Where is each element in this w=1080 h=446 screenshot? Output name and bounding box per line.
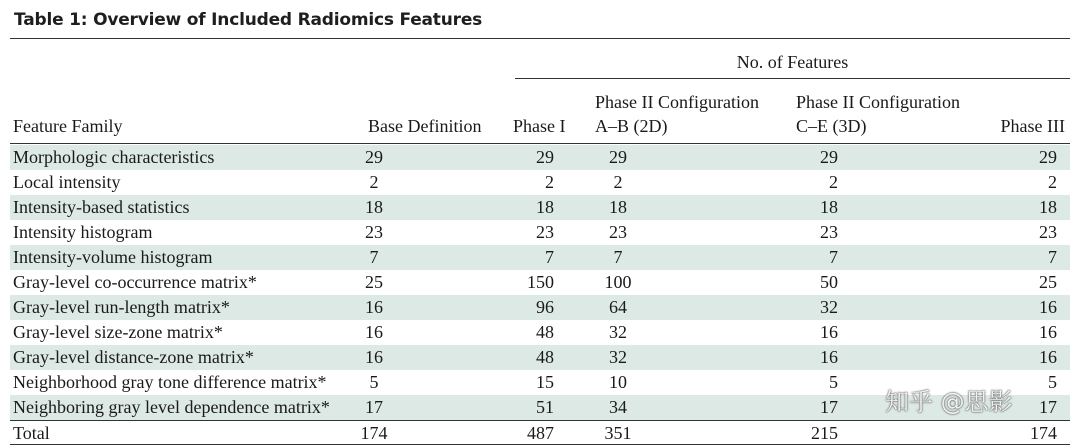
cell-phase1: 96 <box>536 297 554 317</box>
cell-phase2ab: 351 <box>604 423 632 443</box>
cell-phase2ce: 29 <box>820 147 838 167</box>
table-row <box>10 270 1070 295</box>
cell-family: Local intensity <box>13 172 121 192</box>
header-base-definition: Base Definition <box>368 116 482 136</box>
cell-phase2ce: 50 <box>820 272 838 292</box>
cell-phase2ab: 34 <box>609 397 627 417</box>
cell-phase2ab: 7 <box>613 247 623 267</box>
cell-phase1: 23 <box>536 222 554 242</box>
cell-base: 5 <box>369 372 379 392</box>
cell-base: 17 <box>365 397 383 417</box>
table-row <box>10 320 1070 345</box>
cell-phase1: 48 <box>536 347 554 367</box>
group-rule <box>515 78 1070 79</box>
cell-phase2ce: 5 <box>829 372 838 392</box>
cell-base: 25 <box>365 272 383 292</box>
cell-base: 23 <box>365 222 383 242</box>
header-phase-2-ce <box>796 90 960 138</box>
cell-base: 7 <box>369 247 379 267</box>
watermark: 知乎 @思影 <box>885 388 1013 416</box>
table-row <box>10 170 1070 195</box>
cell-phase3: 18 <box>1039 197 1057 217</box>
top-rule <box>10 38 1070 39</box>
cell-phase1: 15 <box>536 372 554 392</box>
total-row <box>10 421 1070 446</box>
table-row <box>10 145 1070 170</box>
cell-phase1: 487 <box>527 423 554 443</box>
cell-phase2ce: 7 <box>829 247 838 267</box>
group-header: No. of Features <box>736 52 849 72</box>
cell-phase1: 150 <box>527 272 554 292</box>
table-caption: Table 1: Overview of Included Radiomics Features <box>14 10 483 30</box>
cell-family: Gray-level run-length matrix* <box>13 297 230 317</box>
bottom-rule <box>10 444 1070 445</box>
cell-phase3: 16 <box>1039 322 1057 342</box>
cell-family: Intensity histogram <box>13 222 153 242</box>
cell-phase2ab: 32 <box>609 347 627 367</box>
cell-phase2ce: 17 <box>820 397 838 417</box>
header-phase-3: Phase III <box>1000 116 1065 136</box>
cell-phase2ce: 16 <box>820 322 838 342</box>
cell-phase1: 51 <box>536 397 554 417</box>
cell-phase2ce: 32 <box>820 297 838 317</box>
cell-phase3: 16 <box>1039 347 1057 367</box>
cell-phase2ab: 2 <box>613 172 623 192</box>
cell-phase3: 17 <box>1039 397 1057 417</box>
cell-phase2ce: 23 <box>820 222 838 242</box>
cell-phase1: 2 <box>545 172 554 192</box>
cell-phase1: 18 <box>536 197 554 217</box>
cell-phase3: 25 <box>1039 272 1057 292</box>
cell-base: 2 <box>369 172 379 192</box>
cell-phase2ab: 29 <box>609 147 627 167</box>
cell-phase2ab: 18 <box>609 197 627 217</box>
total-rule <box>10 420 1070 421</box>
header-feature-family: Feature Family <box>13 116 123 136</box>
cell-family: Intensity-based statistics <box>13 197 190 217</box>
table-row <box>10 295 1070 320</box>
cell-base: 18 <box>365 197 383 217</box>
cell-phase3: 29 <box>1039 147 1057 167</box>
cell-family: Gray-level distance-zone matrix* <box>13 347 254 367</box>
header-phase-2-ab <box>595 90 759 138</box>
cell-base: 16 <box>365 297 383 317</box>
cell-phase2ce: 2 <box>829 172 838 192</box>
cell-phase2ce: 215 <box>811 423 838 443</box>
table-row <box>10 245 1070 270</box>
cell-family: Gray-level co-occurrence matrix* <box>13 272 257 292</box>
cell-phase2ab: 32 <box>609 322 627 342</box>
cell-family: Gray-level size-zone matrix* <box>13 322 223 342</box>
cell-phase2ab: 100 <box>604 272 632 292</box>
cell-phase3: 2 <box>1048 172 1057 192</box>
header-phase-2-ce-line-1: Phase II Configuration <box>796 92 960 112</box>
header-phase-2-ce-line-2: C–E (3D) <box>796 116 867 136</box>
cell-phase1: 48 <box>536 322 554 342</box>
cell-base: 174 <box>360 423 388 443</box>
cell-phase2ce: 16 <box>820 347 838 367</box>
cell-phase3: 23 <box>1039 222 1057 242</box>
cell-phase3: 174 <box>1030 423 1057 443</box>
cell-phase1: 29 <box>536 147 554 167</box>
cell-phase3: 16 <box>1039 297 1057 317</box>
cell-base: 29 <box>365 147 383 167</box>
header-phase-2-ab-line-2: A–B (2D) <box>595 116 668 136</box>
cell-family: Total <box>13 423 50 443</box>
cell-family: Morphologic characteristics <box>13 147 215 167</box>
cell-phase3: 7 <box>1048 247 1057 267</box>
header-phase-1: Phase I <box>513 116 566 136</box>
cell-phase2ab: 10 <box>609 372 627 392</box>
cell-family: Neighborhood gray tone difference matrix* <box>13 372 327 392</box>
cell-phase2ab: 23 <box>609 222 627 242</box>
cell-family: Intensity-volume histogram <box>13 247 213 267</box>
cell-base: 16 <box>365 347 383 367</box>
table-row <box>10 195 1070 220</box>
header-rule <box>10 143 1070 144</box>
cell-family: Neighboring gray level dependence matrix* <box>13 397 330 417</box>
cell-base: 16 <box>365 322 383 342</box>
header-phase-2-ab-line-1: Phase II Configuration <box>595 92 759 112</box>
table-row <box>10 345 1070 370</box>
cell-phase2ab: 64 <box>609 297 627 317</box>
cell-phase2ce: 18 <box>820 197 838 217</box>
cell-phase1: 7 <box>545 247 554 267</box>
cell-phase3: 5 <box>1048 372 1057 392</box>
table-row <box>10 220 1070 245</box>
